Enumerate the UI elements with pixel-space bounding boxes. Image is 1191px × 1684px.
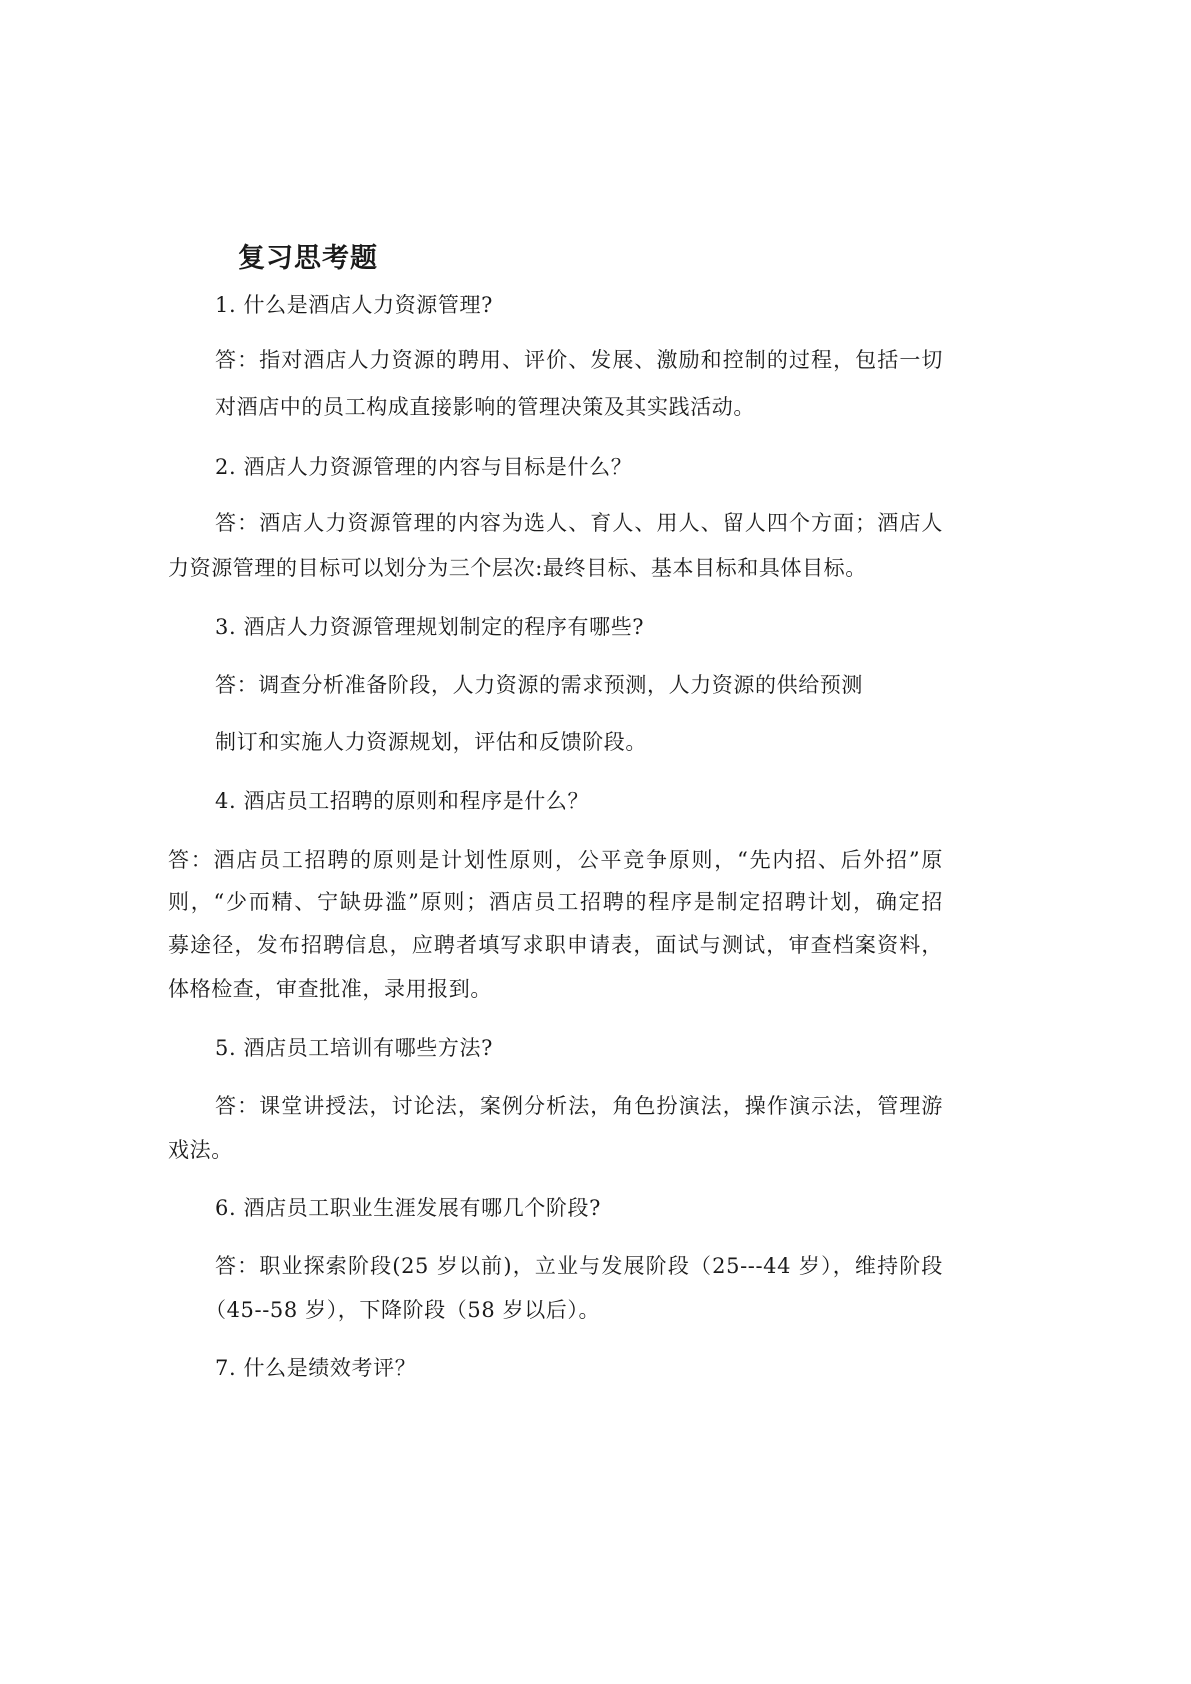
answer-6-line-2: （45--58 岁），下降阶段（58 岁以后）。 — [205, 1298, 601, 1322]
answer-3-line-2: 制订和实施人力资源规划，评估和反馈阶段。 — [215, 730, 647, 754]
answer-5-line-1: 答：课堂讲授法，讨论法，案例分析法，角色扮演法，操作演示法，管理游 — [215, 1094, 943, 1118]
question-2: 2. 酒店人力资源管理的内容与目标是什么？ — [215, 455, 633, 479]
answer-4-line-1: 答：酒店员工招聘的原则是计划性原则，公平竞争原则，“先内招、后外招”原 — [168, 848, 943, 872]
question-6: 6. 酒店员工职业生涯发展有哪几个阶段? — [215, 1196, 601, 1220]
answer-5-line-2: 戏法。 — [168, 1138, 233, 1162]
answer-4-line-4: 体格检查，审查批准，录用报到。 — [168, 977, 492, 1001]
answer-3-line-1: 答：调查分析准备阶段，人力资源的需求预测，人力资源的供给预测 — [215, 673, 863, 697]
answer-4-line-3: 募途径，发布招聘信息，应聘者填写求职申请表，面试与测试，审查档案资料， — [168, 933, 943, 957]
question-3: 3. 酒店人力资源管理规划制定的程序有哪些? — [215, 615, 645, 639]
question-5: 5. 酒店员工培训有哪些方法? — [215, 1036, 493, 1060]
question-1: 1. 什么是酒店人力资源管理? — [215, 293, 493, 317]
answer-6-line-1: 答：职业探索阶段(25 岁以前)，立业与发展阶段（25---44 岁），维持阶段 — [215, 1254, 943, 1278]
answer-1-line-1: 答：指对酒店人力资源的聘用、评价、发展、激励和控制的过程，包括一切 — [215, 348, 943, 372]
page-title: 复习思考题 — [238, 243, 378, 274]
answer-2-line-2: 力资源管理的目标可以划分为三个层次:最终目标、基本目标和具体目标。 — [168, 556, 867, 580]
question-7: 7. 什么是绩效考评？ — [215, 1356, 417, 1380]
answer-1-line-2: 对酒店中的员工构成直接影响的管理决策及其实践活动。 — [215, 395, 755, 419]
answer-4-line-2: 则，“少而精、宁缺毋滥”原则；酒店员工招聘的程序是制定招聘计划，确定招 — [168, 890, 943, 914]
question-4: 4. 酒店员工招聘的原则和程序是什么？ — [215, 789, 590, 813]
answer-2-line-1: 答：酒店人力资源管理的内容为选人、育人、用人、留人四个方面；酒店人 — [215, 511, 943, 535]
